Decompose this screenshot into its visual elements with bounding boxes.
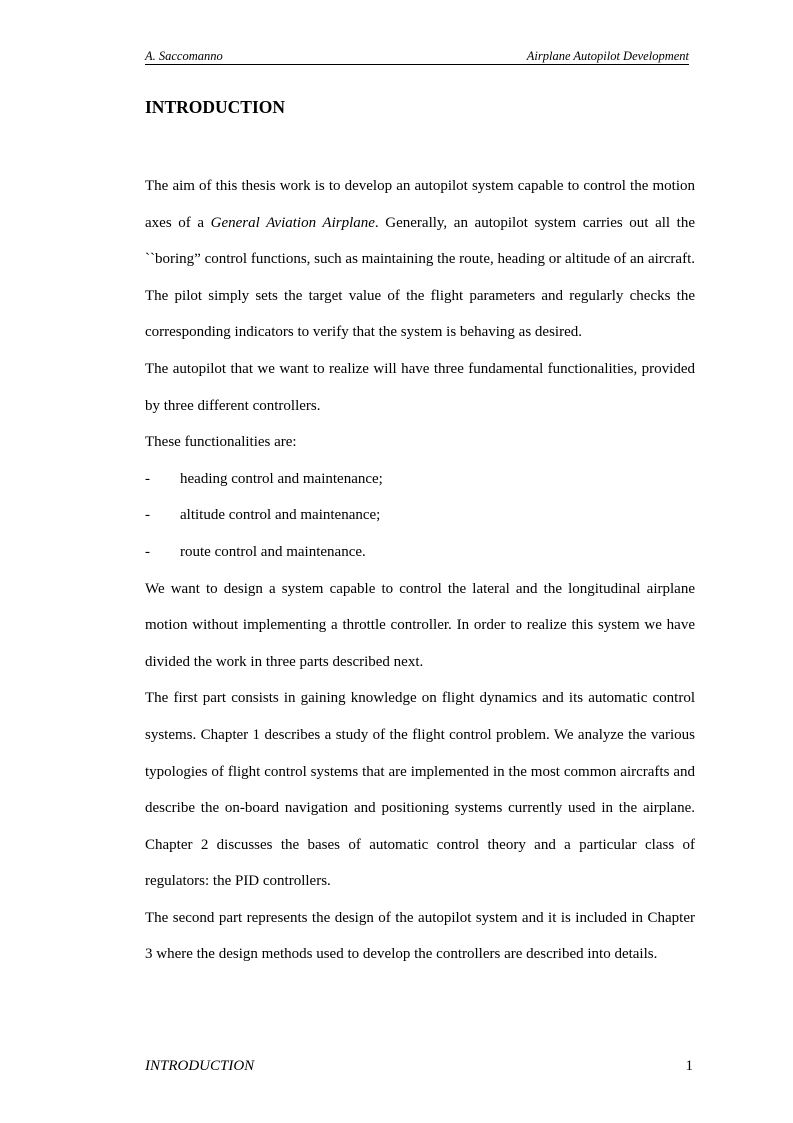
- list-item-text: heading control and maintenance;: [180, 470, 383, 487]
- section-title: INTRODUCTION: [145, 97, 286, 117]
- paragraph: The autopilot that we want to realize will have three fundamental functionalities, provided by three different controllers.: [145, 360, 695, 414]
- list-item: [145, 461, 695, 498]
- page-number: 1: [685, 1058, 693, 1074]
- paragraph-text: The aim of this thesis work is to develop an autopilot system capable to control the motion axes of a: [145, 178, 695, 231]
- list-marker: -: [145, 543, 150, 560]
- paragraph: [145, 168, 695, 351]
- paragraph: We want to design a system capable to control the lateral and the longitudinal airplane motion without implementing a throttle controller. In order to realize this system we have divided the work in three parts described next.: [145, 580, 695, 670]
- paragraph-text: . Generally, an autopilot system carries out all the ``boring” control functions, such as maintaining the route, heading or altitude of an aircraft. The pilot simply sets the target value of the flight parameters and regularly checks the corresponding indicators to verify that the system is behaving as desired.: [145, 214, 695, 341]
- emphasized-term: General Aviation Airplane: [210, 214, 375, 231]
- page-header: [145, 49, 689, 65]
- list-item-text: altitude control and maintenance;: [180, 507, 381, 524]
- header-author: A. Saccomanno: [145, 49, 223, 63]
- list-item: [145, 534, 695, 571]
- body-text: [145, 168, 695, 973]
- footer-title: INTRODUCTION: [145, 1058, 255, 1074]
- paragraph: The first part consists in gaining knowledge on flight dynamics and its automatic control systems. Chapter 1 describes a study of the flight control problem. We analyze the various typologies of flight control systems that are implemented in the most common aircrafts and describe the on-board navigation and positioning systems currently used in the airplane. Chapter 2 discusses the bases of automatic control theory and a particular class of regulators: the PID controllers.: [145, 690, 695, 890]
- list-marker: -: [145, 470, 150, 487]
- list-item-text: route control and maintenance.: [180, 543, 366, 560]
- paragraph: The second part represents the design of the autopilot system and it is included in Chapter 3 where the design methods used to develop the controllers are described into details.: [145, 909, 695, 963]
- list-item: [145, 497, 695, 534]
- paragraph: These functionalities are:: [145, 434, 297, 451]
- header-doc-title: Airplane Autopilot Development: [526, 49, 689, 63]
- list-marker: -: [145, 507, 150, 524]
